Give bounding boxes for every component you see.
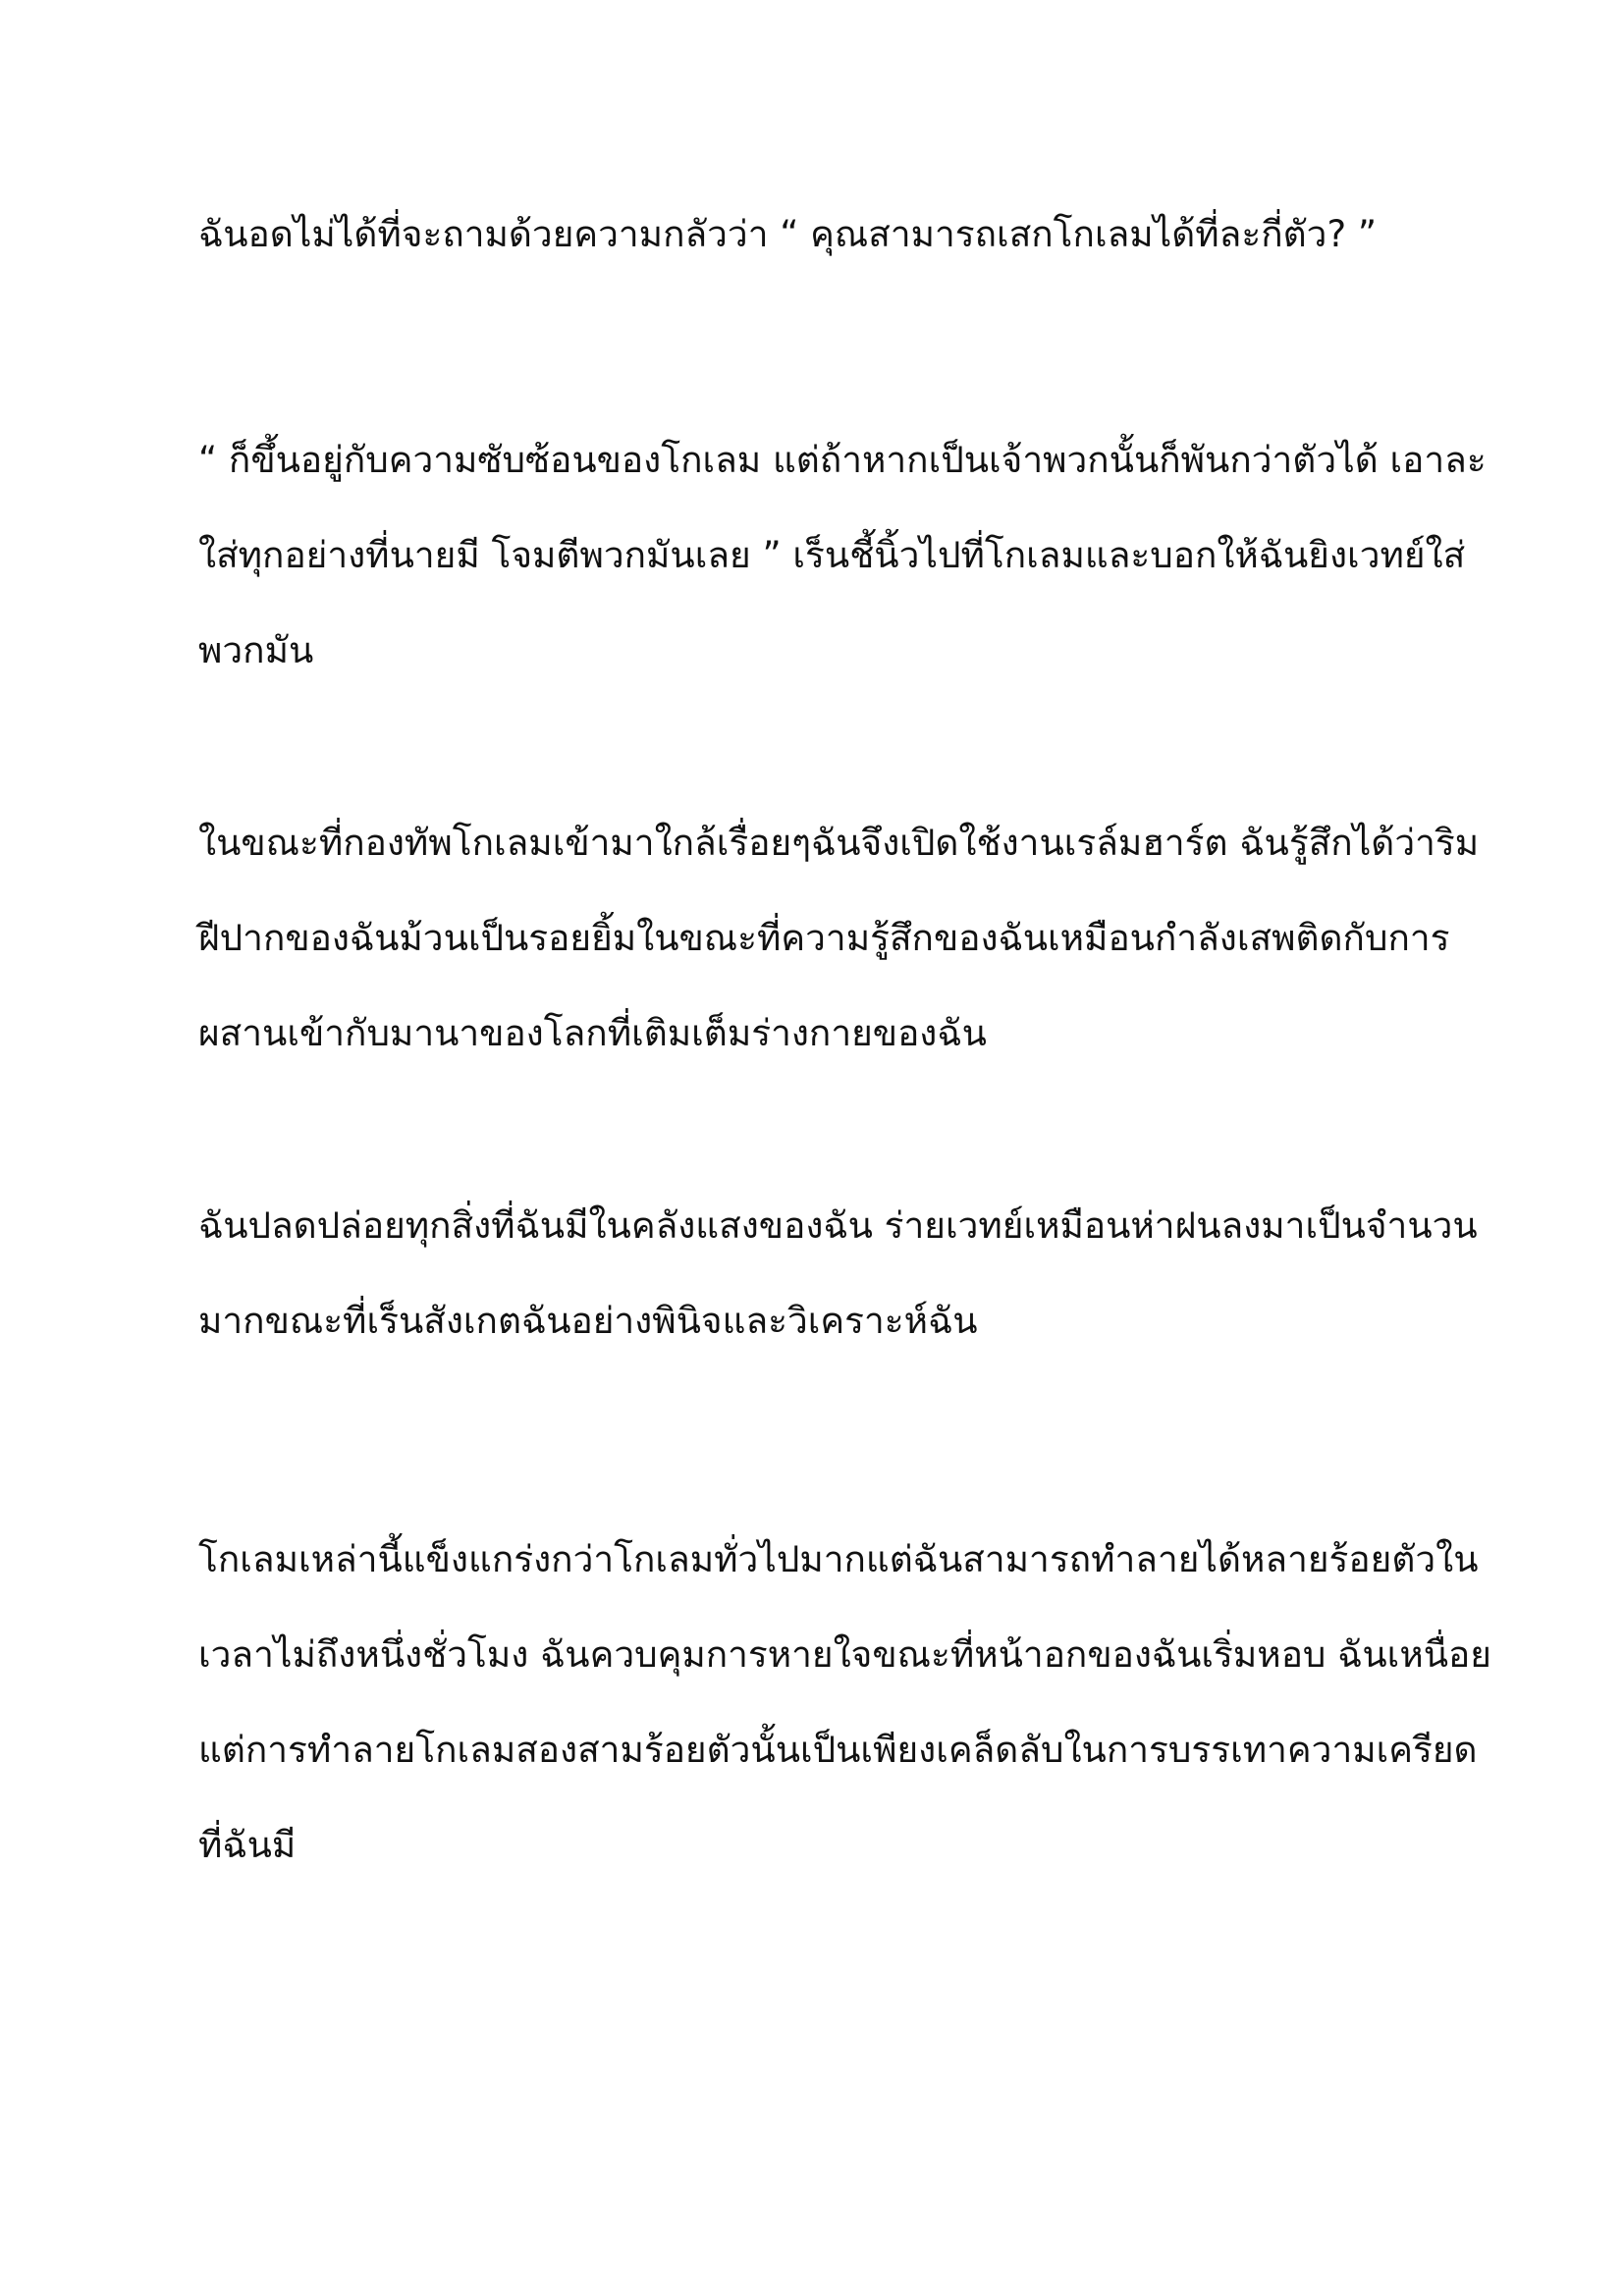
paragraph-answer — [198, 412, 1487, 698]
paragraph-question — [198, 187, 1455, 282]
text-line: พวกมัน — [198, 629, 314, 671]
text-line: มากขณะที่เร็นสังเกตฉันอย่างพินิจและวิเคราะห์ฉัน — [198, 1300, 978, 1342]
text-line: ในขณะที่กองทัพโกเลมเข้ามาใกล้เรื่อยๆฉันจึงเปิดใช้งานเรล์มฮาร์ต ฉันรู้สึกได้ว่าริม — [198, 822, 1480, 864]
text-line: ฉันปลดปล่อยทุกสิ่งที่ฉันมีในคลังแสงของฉัน ร่ายเวทย์เหมือนห่าฝนลงมาเป็นจำนวน — [198, 1204, 1478, 1247]
text-line: ฝีปากของฉันม้วนเป็นรอยยิ้มในขณะที่ความรู้สึกของฉันเหมือนกำลังเสพติดกับการ — [198, 917, 1450, 959]
text-line: แต่การทำลายโกเลมสองสามร้อยตัวนั้นเป็นเพียงเคล็ดลับในการบรรเทาความเครียด — [198, 1729, 1478, 1771]
text-line: ใส่ทุกอย่างที่นายมี โจมตีพวกมันเลย ” เร็นชี้นิ้วไปที่โกเลมและบอกให้ฉันยิงเวทย์ใส่ — [198, 534, 1466, 576]
text-line: ที่ฉันมี — [198, 1824, 297, 1866]
text-line: ผสานเข้ากับมานาของโลกที่เติมเต็มร่างกายของฉัน — [198, 1012, 987, 1054]
paragraph-golems — [198, 1512, 1491, 1893]
text-line: “ ก็ขึ้นอยู่กับความซับซ้อนของโกเลม แต่ถ้าหากเป็นเจ้าพวกนั้นก็พันกว่าตัวได้ เอาละ — [198, 439, 1487, 481]
text-line: เวลาไม่ถึงหนึ่งชั่วโมง ฉันควบคุมการหายใจขณะที่หน้าอกของฉันเริ่มหอบ ฉันเหนื่อย — [198, 1633, 1491, 1676]
text-line: ฉันอดไม่ได้ที่จะถามด้วยความกลัวว่า “ คุณสามารถเสกโกเลมได้ที่ละกี่ตัว? ” — [198, 213, 1378, 255]
paragraph-realmheart — [198, 795, 1480, 1081]
text-line: โกเลมเหล่านี้แข็งแกร่งกว่าโกเลมทั่วไปมากแต่ฉันสามารถทำลายได้หลายร้อยตัวใน — [198, 1538, 1479, 1580]
paragraph-release — [198, 1178, 1478, 1368]
